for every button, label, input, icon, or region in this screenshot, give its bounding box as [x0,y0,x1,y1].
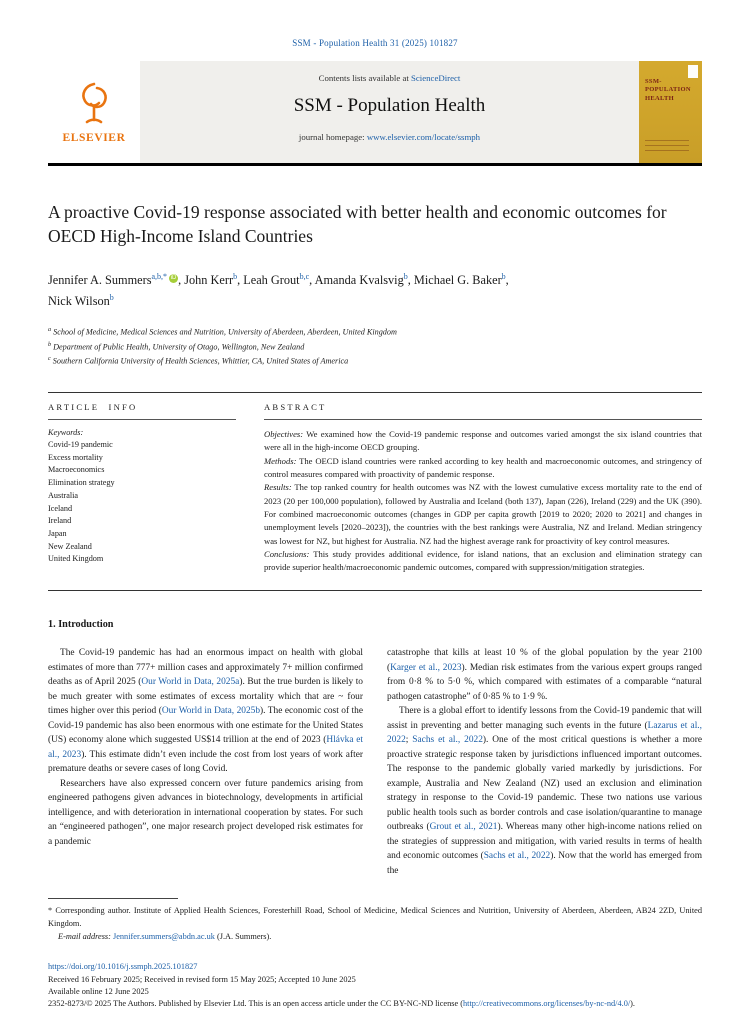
author-affil-sup[interactable]: a,b,* [151,272,168,282]
affiliation: $^a$ School of Medicine, Medical Sciences and Nutrition, University of Aberdeen, Aberdeen, United Kingdom [48,326,397,337]
inline-link[interactable]: Lazarus et al., 2022 [387,720,702,746]
article-title: A proactive Covid-19 response associated with better health and economic outcomes for OECD High-Income Island Countries [48,202,667,247]
inline-link[interactable]: Sachs et al., 2022 [412,735,483,746]
author-name: Nick Wilson [48,294,110,309]
elsevier-tree-icon [73,80,115,131]
author-name: Amanda Kvalsvig [314,273,404,288]
authors-line [48,270,702,312]
keyword-item: Macroeconomics [48,465,105,475]
body-paragraph: There is a global effort to identify lessons from the Covid-19 pandemic that will assist in preventing and better managing such events in the future (Lazarus et al., 2022; Sachs et al., 2022). One of the most critical questions is whether a more proactive strategic response taken by jurisdictions influenced important outcomes. The response to the pandemic globally varied markedly by jurisdictions. For example, Australia and New Zealand (NZ) used an exclusion and elimination strategy in response to the Covid-19 pandemic. These two nations use various public health tools such as border controls and case isolation/quarantine to manage outbreaks (Grout et al., 2021). Whereas many other high-income nations relied on the strategies of suppression and mitigation, with varied results in terms of health and economic outcomes (Sachs et al., 2022). Now that the world has emerged from the [387,706,703,876]
author: Jennifer A. Summers$^{a,b,*}$ iD , [48,272,185,288]
inline-link[interactable]: Our World in Data, 2025b [161,706,261,717]
affiliations-block [48,325,702,368]
cover-title: SSM- POPULATION HEALTH [645,78,691,102]
inline-link[interactable]: Grout et al., 2021 [429,822,498,833]
keyword-item: United Kingdom [48,554,104,564]
abstract-paragraph: Objectives: We examined how the Covid-19 pandemic response and outcomes varied amongst the six island countries that were all in the high-income OECD grouping. [264,429,702,453]
journal-citation-header: SSM - Population Health 31 (2025) 101827 [292,38,458,48]
email-address-line: E-mail address: Jennifer.summers@abdn.ac.uk (J.A. Summers). [58,932,272,942]
journal-homepage-line: journal homepage: www.elsevier.com/locate/ssmph [298,132,481,142]
keyword-item: Ireland [48,516,72,526]
inline-link[interactable]: Sachs et al., 2022 [483,851,551,862]
author: Amanda Kvalsvig$^b$, [314,272,414,288]
elsevier-logo[interactable] [48,61,140,163]
keyword-item: Iceland [48,503,73,513]
received-dates-line: Received 16 February 2025; Received in revised form 15 May 2025; Accepted 10 June 2025 [48,974,356,984]
author-affil-sup[interactable]: b,c [299,272,310,282]
article-info-column [48,393,236,574]
journal-title: SSM - Population Health [293,95,486,116]
author-name: Jennifer A. Summers [48,273,152,288]
inline-link[interactable]: Jennifer.summers@abdn.ac.uk [113,932,215,942]
copyright-line: 2352-8273/© 2025 The Authors. Published by Elsevier Ltd. This is an open access article under the CC BY-NC-ND license (http://creativecommons.org/licenses/by-nc-nd/4.0/). [48,999,635,1009]
author [48,294,114,308]
affiliation: $^b$ Department of Public Health, University of Otago, Wellington, New Zealand [48,340,305,352]
header-divider-rule [48,163,702,166]
inline-link[interactable]: Karger et al., 2023 [390,662,462,673]
abstract-heading: ABSTRACT [264,393,702,420]
body-column-left [48,646,363,878]
section-heading: 1. Introduction [48,619,114,631]
journal-cover-thumbnail[interactable] [639,61,702,163]
abstract-column [264,393,702,574]
inline-link[interactable]: Our World in Data, 2025a [141,677,240,688]
keyword-item: Australia [48,490,79,500]
author-affil-sup[interactable]: b [501,272,506,282]
affiliation: $^c$ Southern California University of Health Sciences, Whittier, CA, United States of America [48,354,349,366]
author-affil-sup[interactable]: b [403,272,408,282]
author: Leah Grout$^{b,c}$, [243,272,315,288]
body-column-right [387,646,702,878]
keyword-item: New Zealand [48,541,92,551]
info-abstract-block [48,392,702,591]
keyword-item: Covid-19 pandemic [48,440,113,450]
keyword-item: Japan [48,528,67,538]
author-affil-sup[interactable]: b [233,272,238,282]
journal-masthead [140,61,639,163]
article-info-heading: ARTICLE INFO [48,393,236,420]
keyword-item: Excess mortality [48,452,103,462]
keywords-label: Keywords: [48,428,84,438]
journal-header-band [48,61,702,163]
elsevier-logo-text: ELSEVIER [62,132,126,144]
cover-decoration [645,136,689,151]
abstract-paragraph: Conclusions: This study provides additional evidence, for island nations, that an exclusion and elimination strategy can provide superior health/macroeconomic pandemic outcomes, compared with suppression/mitigation strategies. [264,548,702,573]
doi-link[interactable]: https://doi.org/10.1016/j.ssmph.2025.101827 [48,962,198,972]
abstract-paragraph: Results: The top ranked country for health outcomes was NZ with the lowest cumulative excess mortality rate to the end of 2023 (20 per 100,000 population), followed by Australia and Iceland (both 137), Japan (226), Ireland (229) and the UK (390). For combined macroeconomic outcomes (changes in GDP per capita growth [2019 to 2020; 2020 to 2021] and changes in unemployment levels [2020–2023]), the countries with the best rankings were Australia, NZ and Ireland. Median stringency was lowest for NZ, but highest for Australia. NZ had the highest average rank for proactivity of key control measures. [264,482,702,546]
body-paragraph: Researchers have also expressed concern over future pandemics arising from engineered pathogens given advances in biotechnology, developments in artificial intelligence, and with deterioration in international cooperation by states. For such an “engineered pathogen”, one major research project developed risk estimates for a pandemic [48,778,363,847]
author: Michael G. Baker$^b$, [413,272,509,288]
author-name: Leah Grout [243,273,300,288]
inline-link[interactable]: Hlávka et al., 2023 [48,735,363,760]
available-online-line: Available online 12 June 2025 [48,986,149,996]
author: John Kerr$^b$, [184,272,244,288]
cover-barcode [688,65,698,78]
author-affil-sup[interactable]: b [109,293,114,303]
journal-homepage-link[interactable]: www.elsevier.com/locate/ssmph [366,132,481,142]
sciencedirect-link[interactable]: ScienceDirect [411,73,461,83]
corresponding-author-note: * Corresponding author. Institute of Applied Health Sciences, Foresterhill Road, School of Medicine, Medical Sciences and Nutrition, University of Aberdeen, Aberdeen, AB24 2ZD, United Kingdom. [48,906,702,928]
body-paragraph: catastrophe that kills at least 10 % of the global population by the year 2100 (Karger et al., 2023). Median risk estimates from the various expert groups ranged from 0·8 % to 5·0 %, which compared with estimates of a comparable “natural pathogen catastrophe” of 0·85 % to 1·9 %. [387,648,702,702]
article-footer [48,961,702,1011]
contents-list-line: Contents lists available at ScienceDirect [318,73,461,83]
inline-link[interactable]: http://creativecommons.org/licenses/by-nc-nd/4.0/ [463,999,631,1009]
body-columns [48,646,702,878]
author-name: John Kerr [184,273,234,288]
orcid-icon[interactable]: iD [170,275,177,282]
abstract-paragraph: Methods: The OECD island countries were ranked according to key health and macroeconomic outcomes, and stringency of control measures compared with proactivity of pandemic response. [264,455,702,479]
author-name: Michael G. Baker [413,273,502,288]
footnote-divider-rule [48,898,178,899]
keyword-item: Elimination strategy [48,478,115,488]
body-paragraph: The Covid-19 pandemic has had an enormous impact on health with global estimates of more than 777+ million cases and approximately 7+ million confirmed deaths as of April 2025 (Our World in Data, 2025a). But the true burden is likely to be much greater with some estimates of excess mortality which that are ~ four times higher over this period (Our World in Data, 2025b). The economic cost of the Covid-19 pandemic has also been enormous with one estimate for the United States (US) economy alone which suggested US$14 trillion at the end of 2023 (Hlávka et al., 2023). This estimate didn’t even include the cost from lost years of work after premature deaths or severe cases of long Covid. [48,648,363,775]
